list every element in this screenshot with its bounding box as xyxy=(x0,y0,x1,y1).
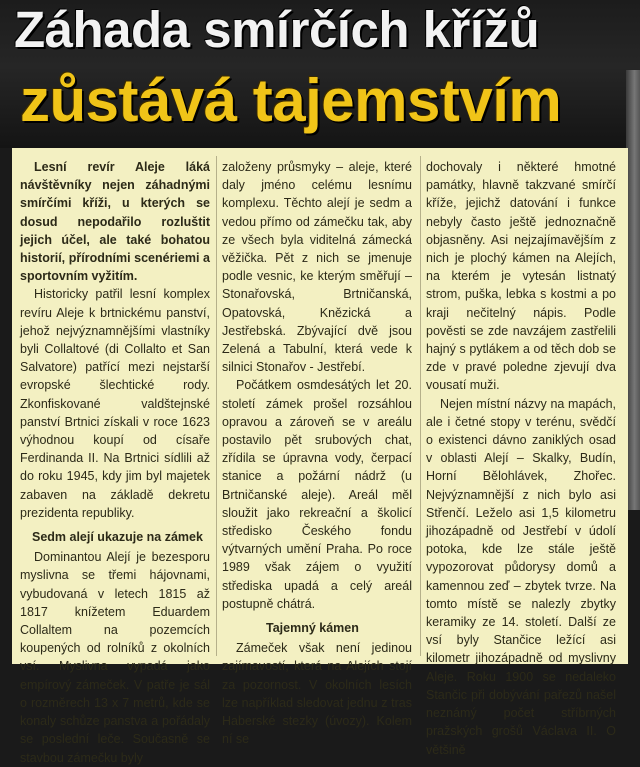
headline-line-1: Záhada smírčích křížů xyxy=(14,1,540,58)
page-edge-decoration xyxy=(626,70,640,510)
section-heading: Tajemný kámen xyxy=(266,621,359,636)
lead-paragraph: Lesní revír Aleje láká návštěvníky nejen záhadnými smírčími kříži, u kterých se dosud nepodařilo rozluštit jejich účel, ale také bohatou historií, přírodními scenériemi a sportovním vyžitím. xyxy=(20,160,210,284)
paragraph: Dominantou Alejí je bezesporu myslivna se třemi hájovnami, vybudovaná v letech 1815 až 1817 knížetem Eduardem Collaltem na pozemcích koupených od rolníků z okolních vsí. Myslivna vypadá jako empírový zámeček. V patře je sál o rozměrech 13 x 7 metrů, kde se konaly schůze panstva a pořádaly se poslední leče. Současně se stavbou zámečku byly xyxy=(20,550,210,765)
headline-banner xyxy=(0,0,640,148)
paragraph: Nejen místní názvy na mapách, ale i četné stopy v terénu, svědčí o existenci dávno zaniklých osad v oblasti Alejí – Skalky, Budín, Horní Bělohlávek, Zhořec. Nejvýznamnější z nich bylo asi Střenčí. Leželo asi 1,5 kilometru jihozápadně od Jestřebí v údolí potoka, kde lze stále ještě vypozorovat půdorysy domů a kamennou zeď – zbytek tvrze. Na tomto místě se nalezly zbytky keramiky ze 14. století. Další ze vsí byly Stančice ležící asi kilometr jihozápadně od myslivny Aleje. Roku 1900 se nedaleko Stančic při dobývání pařezů našel neznámý počet stříbrných pražských grošů Václava II. O většině xyxy=(426,396,616,757)
paragraph: dochovaly i některé hmotné památky, hlavně takzvané smírčí kříže, jejichž datování i funkce nebyly často ještě jednoznačně objasněny. Asi nejzajímavějším z nich je plochý kámen na Alejích, na kterém je vytesán listnatý strom, puška, lebka s kostmi a po kraji nečitelný nápis. Podle pověsti se zde navzájem zastřelili hajný s pytlákem a od těch dob se zde v pravé poledne zjevují dva vousatí muži. xyxy=(426,160,616,393)
column-divider xyxy=(216,156,217,656)
paragraph: založeny průsmyky – aleje, které daly jméno celému lesnímu komplexu. Těchto alejí je sedm a vedou přímo od zámečku tak, aby ze všech byla viditelná zámecká věžička. Pět z nich se jmenuje podle vesnic, ke kterým směřují – Stonařovská, Brtničanská, Opatovská, Knězická a Jestřebská. Zbývající dvě jsou Zelená a Tabulní, která vede k silnici Stonařov - Jestřebí. xyxy=(222,160,412,375)
section-heading: Sedm alejí ukazuje na zámek xyxy=(32,530,203,545)
article-column-1 xyxy=(20,158,210,767)
headline-line-2: zůstává tajemstvím xyxy=(20,67,562,134)
article-body xyxy=(12,148,628,765)
paragraph: Počátkem osmdesátých let 20. století zámek prošel rozsáhlou opravou a zároveň se v areálu postavilo pět srubových chat, zřídila se úpravna vody, čerpací stanice a požární nádrž (u Brtničanské aleje). Areál měl sloužit jako rekreační a školicí středisko Českého fondu výtvarných umění Praha. Po roce 1989 však zájem o využití střediska upadá a celý areál postupně chátrá. xyxy=(222,378,412,611)
column-divider xyxy=(420,156,421,656)
article-column-2 xyxy=(222,158,412,749)
paragraph: Zámeček však není jedinou zajímavostí, která na Alejích stojí za pozornost. V okolních lesích lze například sledovat jednu z tras Haberské stezky (úvozy). Kolem ní se xyxy=(222,641,412,747)
paragraph: Historicky patřil lesní komplex revíru Aleje k brtnickému panství, jehož nejvýznamnějšími vlastníky byli Collaltové (di Collalto et San Salvatore) patřící mezi nejstarší evropské šlechtické rody. Zkonfiskované valdštejnské panství Brtnici získali v roce 1623 výhodnou koupí od císaře Ferdinanda II. Na Brtnici sídlili až do roku 1945, kdy jim byl majetek zabaven na základě dekretu prezidenta republiky. xyxy=(20,287,210,520)
article-column-3 xyxy=(426,158,616,759)
